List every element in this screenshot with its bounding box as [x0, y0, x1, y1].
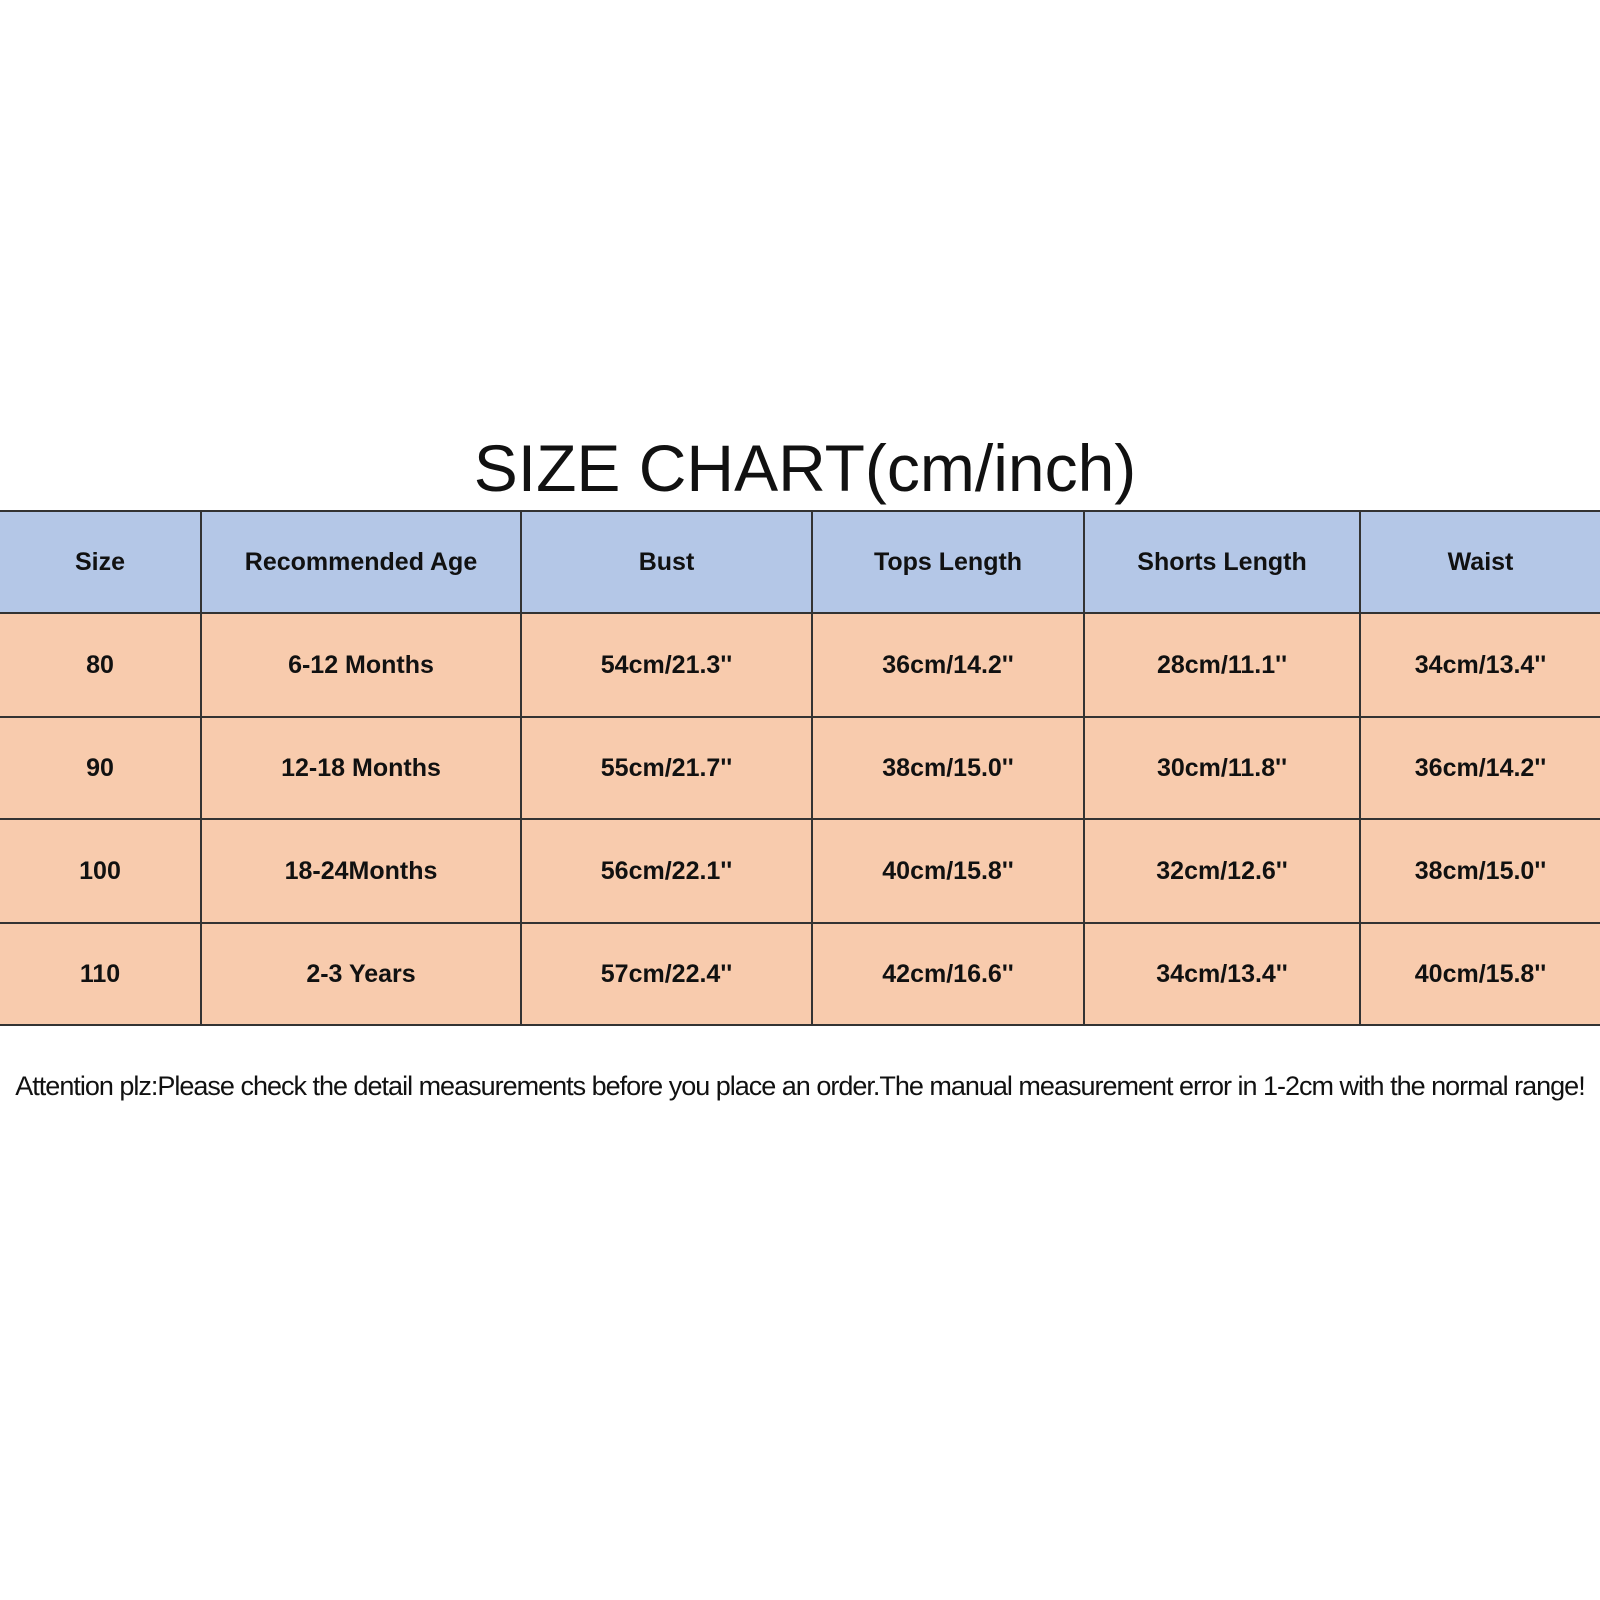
size-chart-table	[0, 510, 1600, 1026]
table-body	[0, 613, 1600, 1025]
table-cell: 2-3 Years	[201, 923, 521, 1025]
column-header: Shorts Length	[1084, 511, 1360, 613]
table-cell: 32cm/12.6''	[1084, 819, 1360, 923]
table-header	[0, 511, 1600, 613]
measurement-note: Attention plz:Please check the detail measurements before you place an order.The manual measurement error in 1-2cm with the normal range!	[15, 1071, 1585, 1101]
table-cell: 56cm/22.1''	[521, 819, 812, 923]
table-row	[0, 923, 1600, 1025]
table-cell: 30cm/11.8''	[1084, 717, 1360, 819]
table-cell: 40cm/15.8''	[1360, 923, 1600, 1025]
table-cell: 34cm/13.4''	[1084, 923, 1360, 1025]
column-header: Recommended Age	[201, 511, 521, 613]
table-cell: 40cm/15.8''	[812, 819, 1084, 923]
column-header: Bust	[521, 511, 812, 613]
column-header: Tops Length	[812, 511, 1084, 613]
table-cell: 54cm/21.3''	[521, 613, 812, 717]
table-row	[0, 819, 1600, 923]
column-header: Waist	[1360, 511, 1600, 613]
size-chart-title: SIZE CHART(cm/inch)	[473, 431, 1137, 505]
table-cell: 57cm/22.4''	[521, 923, 812, 1025]
table-cell: 100	[0, 819, 201, 923]
table-row	[0, 717, 1600, 819]
table-cell: 12-18 Months	[201, 717, 521, 819]
table-cell: 55cm/21.7''	[521, 717, 812, 819]
table-cell: 110	[0, 923, 201, 1025]
table-cell: 36cm/14.2''	[812, 613, 1084, 717]
header-row	[0, 511, 1600, 613]
table-cell: 6-12 Months	[201, 613, 521, 717]
table-cell: 90	[0, 717, 201, 819]
table-cell: 18-24Months	[201, 819, 521, 923]
table-cell: 38cm/15.0''	[812, 717, 1084, 819]
table-cell: 42cm/16.6''	[812, 923, 1084, 1025]
column-header: Size	[0, 511, 201, 613]
table-cell: 36cm/14.2''	[1360, 717, 1600, 819]
table-cell: 80	[0, 613, 201, 717]
table-cell: 34cm/13.4''	[1360, 613, 1600, 717]
table-cell: 28cm/11.1''	[1084, 613, 1360, 717]
table-cell: 38cm/15.0''	[1360, 819, 1600, 923]
table-row	[0, 613, 1600, 717]
